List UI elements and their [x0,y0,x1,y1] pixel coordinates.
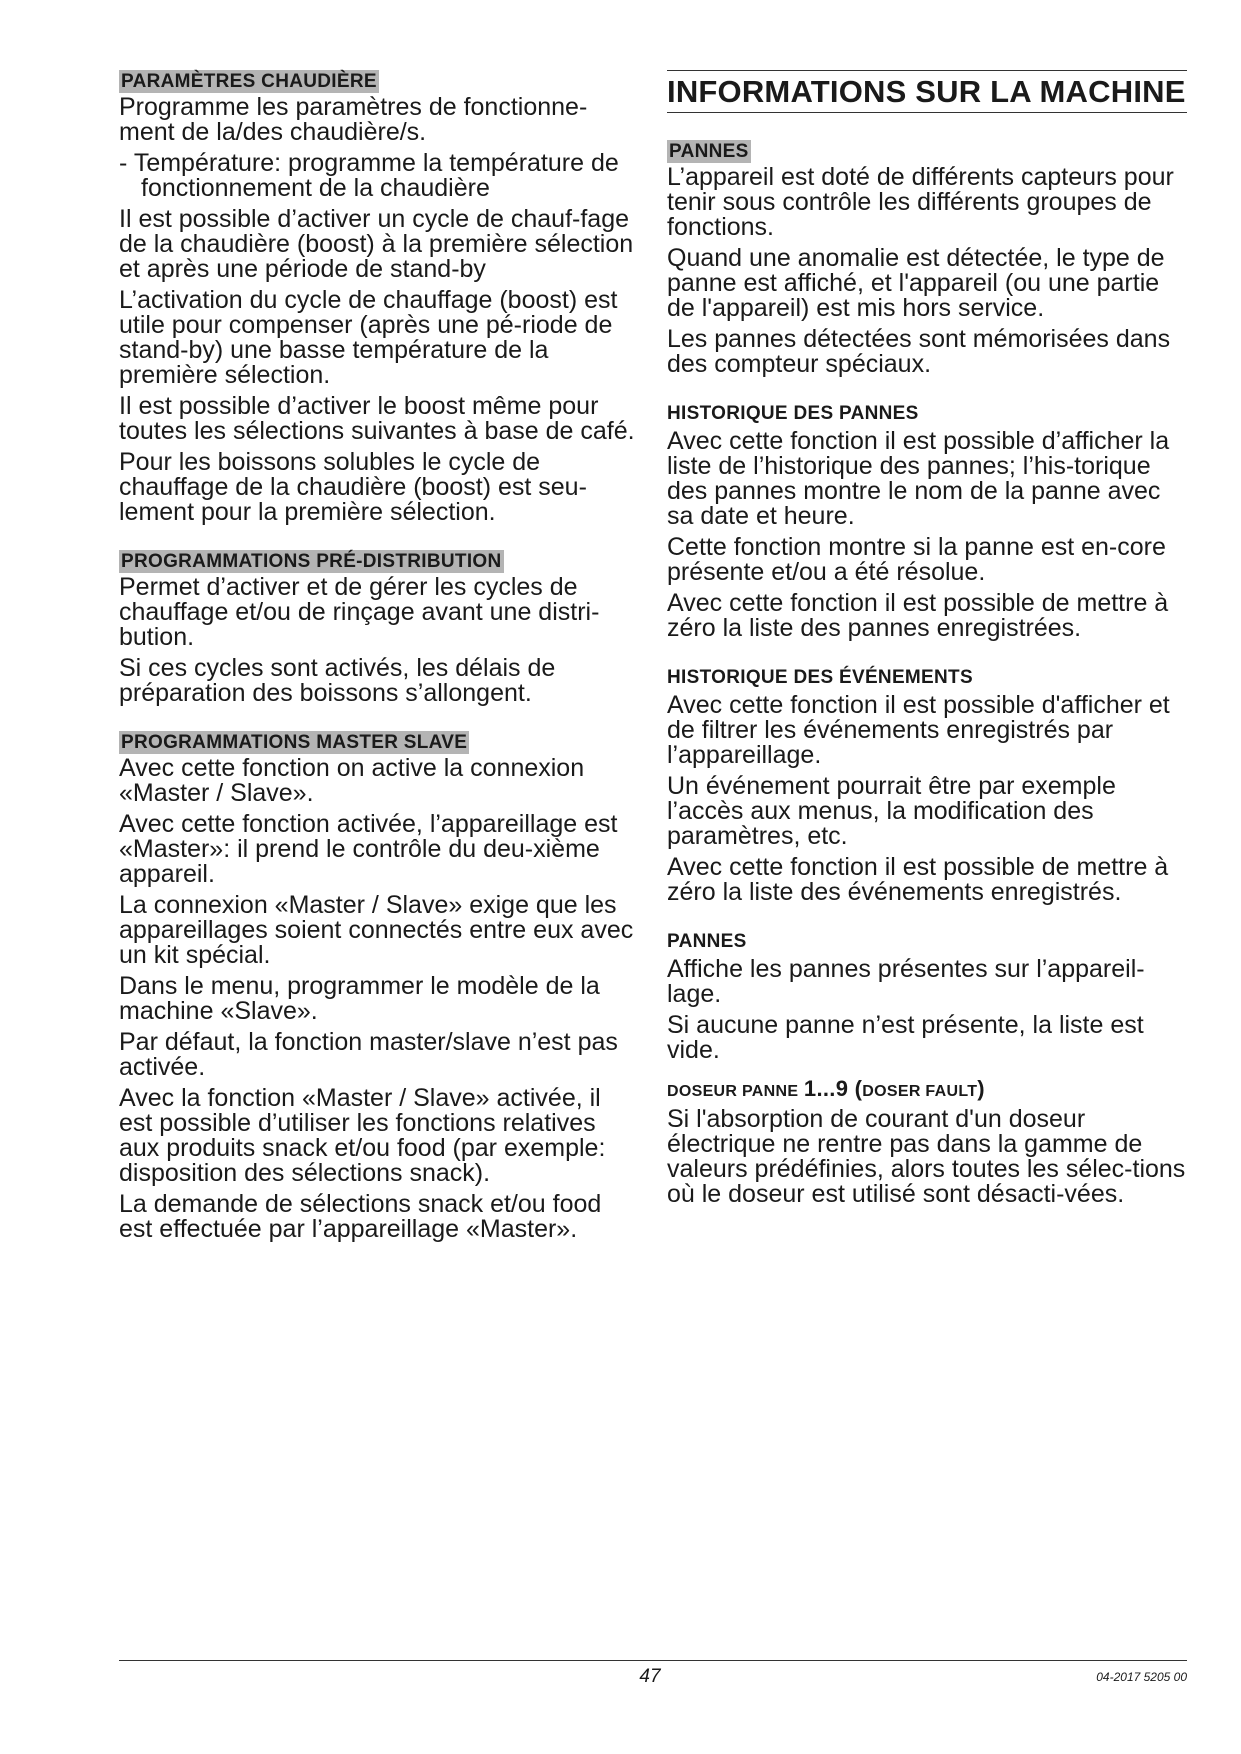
section-historique-pannes [667,402,1187,641]
heading-part: ) [977,1076,985,1101]
paragraph: Programme les paramètres de fonctionne-ment de la/des chaudière/s. [119,93,588,146]
bullet-item: - Température: programme la température de fonctionnement de la chaudière [119,149,619,202]
paragraph: Avec cette fonction activée, l’appareillage est «Master»: il prend le contrôle du deu-xième appareil. [119,810,618,888]
paragraph: Affiche les pannes présentes sur l’appareil-lage. [667,955,1145,1008]
paragraph: Si ces cycles sont activés, les délais de préparation des boissons s’allongent. [119,654,556,707]
paragraph: Par défaut, la fonction master/slave n’est pas activée. [119,1028,618,1081]
section-master-slave [119,731,639,1242]
paragraph: Si aucune panne n’est présente, la liste est vide. [667,1011,1144,1064]
section-heading: PARAMÈTRES CHAUDIÈRE [121,71,377,92]
page-title: INFORMATIONS SUR LA MACHINE [667,74,1186,109]
left-column [119,70,639,1267]
paragraph: Les pannes détectées sont mémorisées dans des compteur spéciaux. [667,325,1171,378]
heading-part: 1...9 ( [803,1076,863,1101]
section-pannes-list [667,930,1187,1063]
paragraph: Pour les boissons solubles le cycle de chauffage de la chaudière (boost) est seu-lement pour la première sélection. [119,448,587,526]
section-historique-evenements [667,666,1187,905]
document-code: 04-2017 5205 00 [1096,1670,1187,1684]
section-heading: PROGRAMMATIONS PRÉ-DISTRIBUTION [121,551,502,572]
paragraph: Permet d’activer et de gérer les cycles de chauffage et/ou de rinçage avant une distri-bution. [119,573,600,651]
paragraph: Avec la fonction «Master / Slave» activée, il est possible d’utiliser les fonctions relatives aux produits snack et/ou food (par exemple: disposition des sélections snack). [119,1084,606,1187]
paragraph: Avec cette fonction il est possible d'afficher et de filtrer les événements enregistrés par l’appareillage. [667,691,1170,769]
paragraph: La connexion «Master / Slave» exige que les appareillages soient connectés entre eux avec un kit spécial. [119,891,634,969]
paragraph: Cette fonction montre si la panne est en-core présente et/ou a été résolue. [667,533,1166,586]
section-parametres-chaudiere [119,70,639,525]
paragraph: Quand une anomalie est détectée, le type de panne est affiché, et l'appareil (ou une partie de l'appareil) est mis hors service. [667,244,1165,322]
section-heading: PROGRAMMATIONS MASTER SLAVE [121,732,468,753]
footer-divider [119,1660,1187,1661]
paragraph: Avec cette fonction on active la connexion «Master / Slave». [119,754,585,807]
paragraph: Avec cette fonction il est possible de mettre à zéro la liste des pannes enregistrées. [667,589,1169,642]
subsection-heading: HISTORIQUE DES PANNES [667,403,919,424]
heading-part: DOSEUR PANNE [667,1083,799,1100]
section-pre-distribution [119,550,639,706]
section-heading: PANNES [669,141,749,162]
paragraph: Il est possible d’activer le boost même pour toutes les sélections suivantes à base de café. [119,392,635,445]
page-number: 47 [639,1666,661,1687]
paragraph: La demande de sélections snack et/ou food est effectuée par l’appareillage «Master». [119,1190,602,1243]
paragraph: Un événement pourrait être par exemple l’accès aux menus, la modification des paramètres, etc. [667,772,1116,850]
paragraph: Avec cette fonction il est possible de mettre à zéro la liste des événements enregistrés. [667,853,1169,906]
subsection-heading: HISTORIQUE DES ÉVÉNEMENTS [667,667,973,688]
paragraph: Dans le menu, programmer le modèle de la machine «Slave». [119,972,600,1025]
main-title-block [667,70,1187,113]
section-pannes [667,140,1187,377]
paragraph: L’appareil est doté de différents capteurs pour tenir sous contrôle les différents groupes de fonctions. [667,163,1174,241]
subsection-heading [667,1077,1187,1103]
heading-part: DOSER FAULT [862,1083,978,1100]
subsection-heading: PANNES [667,931,747,952]
paragraph: L’activation du cycle de chauffage (boost) est utile pour compenser (après une pé-riode de stand-by) une basse température de la première sélection. [119,286,618,389]
section-doseur-panne [667,1077,1187,1207]
right-column [667,70,1187,1232]
paragraph: Il est possible d’activer un cycle de chauf-fage de la chaudière (boost) à la première sélection et après une période de stand-by [119,205,634,283]
paragraph: Avec cette fonction il est possible d’afficher la liste de l’historique des pannes; l’his-torique des pannes montre le nom de la panne avec sa date et heure. [667,427,1170,530]
paragraph: Si l'absorption de courant d'un doseur électrique ne rentre pas dans la gamme de valeurs prédéfinies, alors toutes les sélec-tions où le doseur est utilisé sont désacti-vées. [667,1105,1186,1208]
